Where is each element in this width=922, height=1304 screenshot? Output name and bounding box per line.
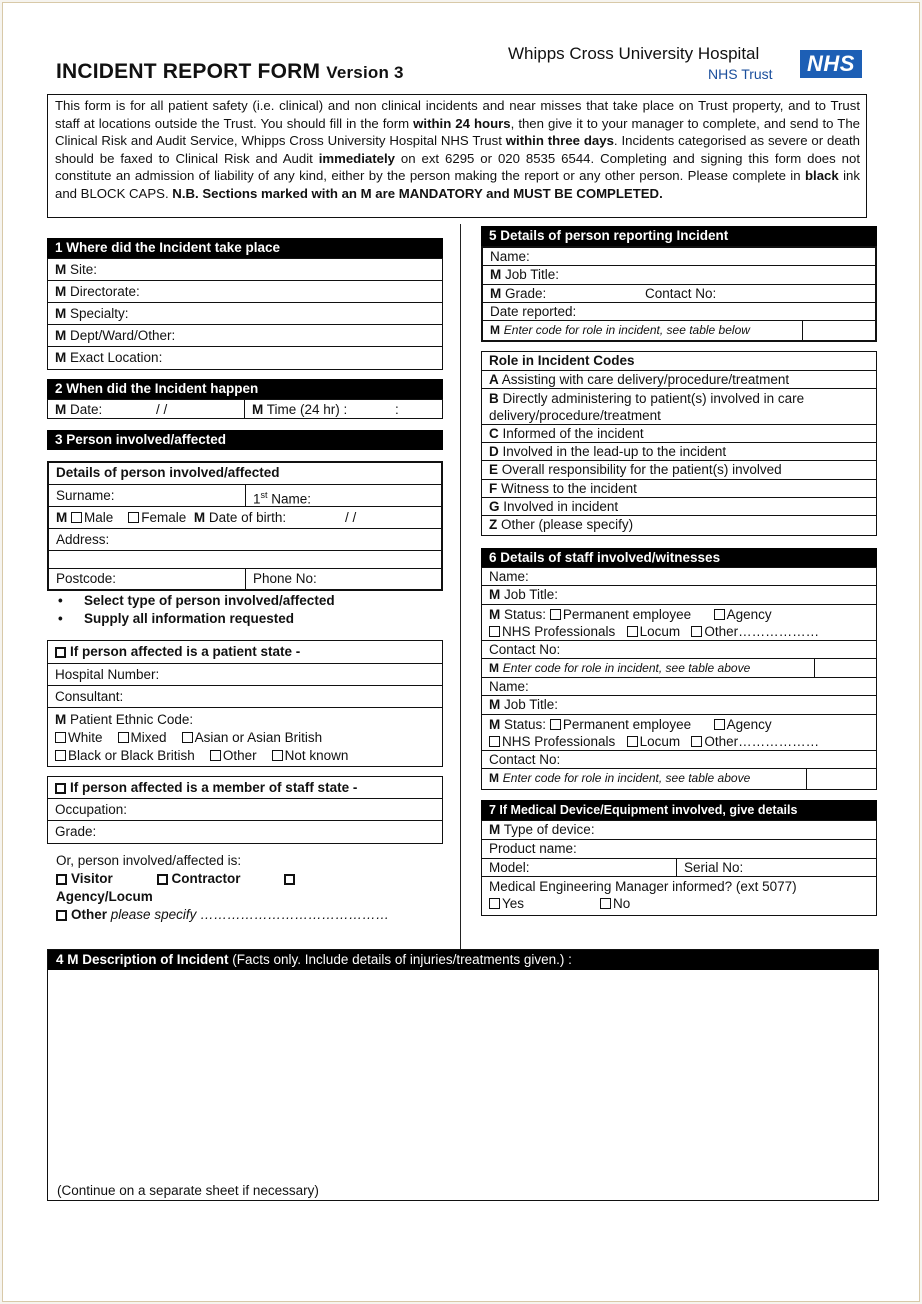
female-checkbox[interactable] bbox=[128, 512, 139, 523]
hospital-number-field[interactable]: Hospital Number: bbox=[48, 664, 442, 686]
dob-separators: / / bbox=[345, 510, 357, 525]
asian-checkbox[interactable] bbox=[182, 732, 193, 743]
staff2-nhsp-checkbox[interactable] bbox=[489, 736, 500, 747]
postcode-field[interactable]: Postcode: bbox=[56, 571, 117, 586]
staff2-contact-field[interactable]: Contact No: bbox=[482, 751, 876, 769]
intro-box: This form is for all patient safety (i.e. clinical) and non clinical incidents and near misses that take place on Trust property, and to Trust staff at locations outside the Trust. You should fill in the form within 24 hours, then give it to your manager to complete, and send to The Clinical Risk and Audit Service, Whipps Cross University Hospital NHS Trust within three days. Incidents categorised as severe or death should be faxed to Clinical Risk and Audit immediately on ext 6295 or 020 8535 6544. Completing and signing this form does not constitute an admission of liability of any kind, either by the person making the report or any other person. Please complete in black ink and BLOCK CAPS. N.B. Sections marked with an M are MANDATORY and MUST BE COMPLETED. bbox=[47, 94, 867, 218]
male-checkbox[interactable] bbox=[71, 512, 82, 523]
description-box bbox=[47, 949, 879, 1201]
surname-field[interactable]: Surname: bbox=[56, 488, 115, 503]
role-code-e: E Overall responsibility for the patient(s) involved bbox=[482, 461, 876, 480]
black-checkbox[interactable] bbox=[55, 750, 66, 761]
section5-box: Name: M Job Title: M Grade: Contact No: Date reported: M Enter code for role in incident, see table below bbox=[481, 246, 877, 342]
section7-header: 7 If Medical Device/Equipment involved, give details bbox=[481, 800, 877, 820]
date-separators: / / bbox=[156, 402, 168, 417]
staff1-status: M Status: Permanent employee Agency NHS Professionals Locum Other……………… bbox=[482, 605, 876, 641]
product-name-field[interactable]: Product name: bbox=[482, 840, 876, 859]
form-version: Version 3 bbox=[326, 63, 404, 82]
staff-box bbox=[47, 776, 443, 844]
staff-checkbox[interactable] bbox=[55, 783, 66, 794]
form-title-text: INCIDENT REPORT FORM bbox=[56, 60, 321, 83]
section1-header: 1 Where did the Incident take place bbox=[47, 238, 443, 258]
role-codes-box bbox=[481, 351, 877, 536]
agency-checkbox[interactable] bbox=[284, 874, 295, 885]
section2-header: 2 When did the Incident happen bbox=[47, 379, 443, 399]
person-details-box: Details of person involved/affected Surname: 1st Name: M Male Female M Date of birth: / / Address: Postcode: Phone No: bbox=[47, 461, 443, 591]
patient-checkbox[interactable] bbox=[55, 647, 66, 658]
role-code-d: D Involved in the lead-up to the incident bbox=[482, 443, 876, 461]
staff2-locum-checkbox[interactable] bbox=[627, 736, 638, 747]
role-code-g: G Involved in incident bbox=[482, 498, 876, 516]
date-field[interactable]: M Date: bbox=[55, 402, 103, 417]
staff2-agency-checkbox[interactable] bbox=[714, 719, 725, 730]
reporter-role-label: Enter code for role in incident, see table below bbox=[503, 323, 750, 337]
patient-box bbox=[47, 640, 443, 767]
ethnic-code-block: M Patient Ethnic Code: White Mixed Asian or Asian British Black or Black British Other Not known bbox=[55, 712, 349, 763]
staff1-agency-checkbox[interactable] bbox=[714, 609, 725, 620]
section6-header: 6 Details of staff involved/witnesses bbox=[481, 548, 877, 568]
reporter-job-field[interactable]: M Job Title: bbox=[483, 266, 875, 285]
patient-title: If person affected is a patient state - bbox=[70, 644, 301, 659]
device-type-field[interactable]: M Type of device: bbox=[482, 821, 876, 840]
section2-box bbox=[47, 399, 443, 419]
section7-box bbox=[481, 820, 877, 916]
address-line-2[interactable] bbox=[49, 551, 441, 569]
staff2-job-field[interactable]: M Job Title: bbox=[482, 696, 876, 715]
role-code-f: F Witness to the incident bbox=[482, 480, 876, 498]
staff1-role-code-field[interactable] bbox=[814, 659, 881, 677]
staff2-status: M Status: Permanent employee Agency NHS Professionals Locum Other……………… bbox=[482, 715, 876, 751]
site-field[interactable]: M Site: bbox=[48, 259, 442, 281]
mem-no-checkbox[interactable] bbox=[600, 898, 611, 909]
specialty-field[interactable]: M Specialty: bbox=[48, 303, 442, 325]
hospital-name: Whipps Cross University Hospital bbox=[508, 44, 760, 63]
visitor-checkbox[interactable] bbox=[56, 874, 67, 885]
time-field[interactable]: M Time (24 hr) : : bbox=[244, 400, 347, 419]
role-code-z: Z Other (please specify) bbox=[489, 517, 634, 532]
reporter-name-field[interactable]: Name: bbox=[483, 248, 875, 266]
ethnic-other-checkbox[interactable] bbox=[210, 750, 221, 761]
first-name-field[interactable]: 1st Name: bbox=[245, 485, 311, 506]
staff2-role-label: Enter code for role in incident, see table above bbox=[502, 771, 751, 785]
staff1-job-field[interactable]: M Job Title: bbox=[482, 586, 876, 605]
role-code-a: A Assisting with care delivery/procedure/treatment bbox=[482, 371, 876, 389]
dob-field[interactable]: Date of birth: bbox=[208, 510, 287, 525]
staff1-name-field[interactable]: Name: bbox=[482, 568, 876, 586]
reporter-grade-field[interactable]: M Grade: bbox=[490, 286, 547, 301]
section1-box bbox=[47, 258, 443, 370]
address-field[interactable]: Address: bbox=[49, 529, 441, 551]
mem-yes-checkbox[interactable] bbox=[489, 898, 500, 909]
role-codes-title: Role in Incident Codes bbox=[482, 352, 876, 371]
occupation-field[interactable]: Occupation: bbox=[48, 799, 442, 821]
section5-header: 5 Details of person reporting Incident bbox=[481, 226, 877, 246]
mem-informed: Medical Engineering Manager informed? (ext 5077) Yes No bbox=[489, 879, 797, 911]
section3-header: 3 Person involved/affected bbox=[47, 430, 443, 450]
staff2-other-checkbox[interactable] bbox=[691, 736, 702, 747]
date-reported-field[interactable]: Date reported: bbox=[483, 303, 875, 321]
staff1-role-label: Enter code for role in incident, see table above bbox=[502, 661, 751, 675]
dept-ward-field[interactable]: M Dept/Ward/Other: bbox=[48, 325, 442, 347]
staff2-name-field[interactable]: Name: bbox=[482, 678, 876, 696]
exact-location-field[interactable]: M Exact Location: bbox=[55, 350, 163, 365]
consultant-field[interactable]: Consultant: bbox=[48, 686, 442, 708]
trust-name: NHS Trust bbox=[708, 66, 773, 82]
mixed-checkbox[interactable] bbox=[118, 732, 129, 743]
reporter-contact-field[interactable]: Contact No: bbox=[645, 286, 717, 301]
column-divider bbox=[460, 224, 461, 950]
reporter-role-code-field[interactable] bbox=[802, 321, 882, 340]
contractor-checkbox[interactable] bbox=[157, 874, 168, 885]
staff-grade-field[interactable]: Grade: bbox=[55, 824, 97, 839]
model-field[interactable]: Model: bbox=[489, 860, 530, 875]
continue-note: (Continue on a separate sheet if necessary) bbox=[57, 1183, 319, 1198]
staff1-locum-checkbox[interactable] bbox=[627, 626, 638, 637]
staff1-nhsp-checkbox[interactable] bbox=[489, 626, 500, 637]
not-known-checkbox[interactable] bbox=[272, 750, 283, 761]
person-type-instructions: • Select type of person involved/affected • Supply all information requested bbox=[58, 593, 335, 626]
staff1-contact-field[interactable]: Contact No: bbox=[482, 641, 876, 659]
other-specify-field[interactable]: please specify …………………………………… bbox=[110, 907, 390, 922]
section6-box: Name: M Job Title: M Status: Permanent employee Agency NHS Professionals Locum Other……………… Contact No: M Enter code for role in incident, see table above Name: M Job Title: M Status: Permanent employee Agency NHS Professionals Locum Other……………… Contact No: M Enter code for role in incident, see table above bbox=[481, 567, 877, 790]
nhs-logo: NHS bbox=[800, 50, 862, 78]
staff-title: If person affected is a member of staff state - bbox=[70, 780, 358, 795]
role-code-c: C Informed of the incident bbox=[482, 425, 876, 443]
person-details-title: Details of person involved/affected bbox=[49, 463, 441, 485]
phone-field[interactable]: Phone No: bbox=[245, 569, 317, 589]
staff1-permanent-checkbox[interactable] bbox=[550, 609, 561, 620]
form-title bbox=[56, 60, 404, 84]
staff1-other-checkbox[interactable] bbox=[691, 626, 702, 637]
other-person-type: Or, person involved/affected is: Visitor Contractor Agency/Locum Other please specify …………………………………… bbox=[56, 853, 390, 922]
white-checkbox[interactable] bbox=[55, 732, 66, 743]
serial-field[interactable]: Serial No: bbox=[676, 859, 743, 876]
staff2-role-code-field[interactable] bbox=[806, 769, 881, 789]
section4-header: 4 M Description of Incident (Facts only. Include details of injuries/treatments given.) : bbox=[48, 950, 878, 970]
role-code-b: B Directly administering to patient(s) involved in care delivery/procedure/treatment bbox=[482, 389, 876, 425]
other-person-checkbox[interactable] bbox=[56, 910, 67, 921]
directorate-field[interactable]: M Directorate: bbox=[48, 281, 442, 303]
staff2-permanent-checkbox[interactable] bbox=[550, 719, 561, 730]
description-input[interactable] bbox=[48, 970, 878, 1182]
